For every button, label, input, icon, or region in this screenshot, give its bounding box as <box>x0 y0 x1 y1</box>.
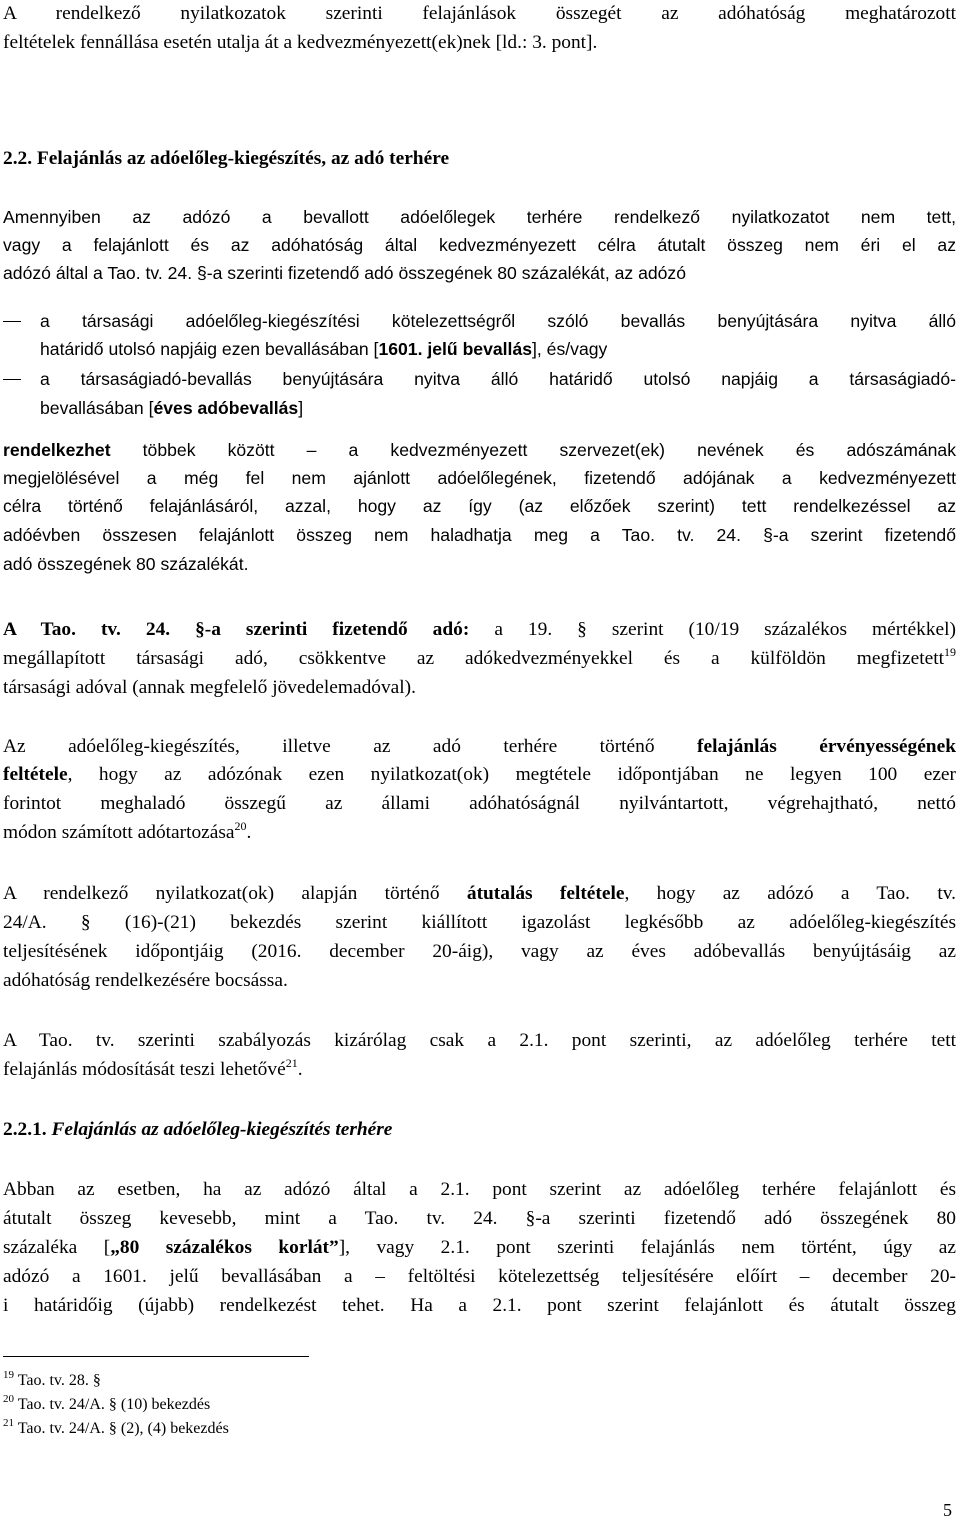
text-run: többek között – a kedvezményezett szervezet(ek) nevének és adószámának <box>142 440 956 460</box>
text-run: a 19. § szerint (10/19 százalékos mértékkel) <box>494 619 957 640</box>
text-run: megállapított társasági adó, csökkentve az adókedvezményekkel és a külföldön megfizetett <box>3 648 944 669</box>
footnote <box>3 1370 101 1392</box>
bold-text: A Tao. tv. 24. §-a szerinti fizetendő adó: <box>3 619 470 640</box>
paragraph-line <box>3 734 956 760</box>
footnote-text: Tao. tv. 28. § <box>17 1372 101 1389</box>
paragraph-line: adó összegének 80 százalékát. <box>3 554 249 574</box>
paragraph-line: teljesítésének időpontjáig (2016. december 20-áig), vagy az éves adóbevallás benyújtásáig az <box>3 941 956 962</box>
bold-text: éves adóbevallás <box>153 398 299 418</box>
bold-text: feltétele <box>3 764 68 785</box>
footnote <box>3 1394 210 1416</box>
paragraph-line: adóévben összesen felajánlott összeg nem haladhatja meg a Tao. tv. 24. §-a szerint fizetendő <box>3 525 956 545</box>
paragraph-line: i határidőig (újabb) rendelkezést tehet. Ha a 2.1. pont szerint felajánlott és átutalt összeg <box>3 1295 956 1316</box>
paragraph-line: Abban az esetben, ha az adózó által a 2.1. pont szerint az adóelőleg terhére felajánlott és <box>3 1179 956 1200</box>
page-number: 5 <box>943 1500 952 1520</box>
text-run: módon számított adótartozása <box>3 822 235 843</box>
paragraph-line <box>3 646 956 672</box>
bold-text: 1601. jelű bevallás <box>378 339 533 359</box>
list-dash <box>3 379 21 380</box>
list-item-line <box>40 395 956 421</box>
footnote-separator <box>3 1356 309 1357</box>
paragraph-line: A rendelkező nyilatkozatok szerinti felajánlások összegét az adóhatóság meghatározott <box>3 3 956 24</box>
text-run: . <box>297 1059 303 1080</box>
paragraph-line: A Tao. tv. szerinti szabályozás kizárólag csak a 2.1. pont szerinti, az adóelőleg terhére tett <box>3 1030 956 1051</box>
section-heading-text: 2.2. Felajánlás az adóelőleg-kiegészítés, az adó terhére <box>3 148 450 169</box>
footnote <box>3 1418 229 1440</box>
text-run: százaléka [ <box>3 1237 111 1258</box>
list-dash <box>3 321 21 322</box>
footnote-text: Tao. tv. 24/A. § (10) bekezdés <box>17 1396 211 1413</box>
text-run: ], és/vagy <box>532 339 608 359</box>
paragraph-line <box>3 820 956 846</box>
paragraph-line <box>3 1057 956 1083</box>
footnote-ref[interactable]: 20 <box>234 819 247 833</box>
paragraph-line <box>3 437 956 463</box>
bold-text: rendelkezhet <box>3 440 111 460</box>
paragraph-line: célra történő felajánlásáról, azzal, hogy az így (az előzőek szerint) tett rendelkezéssel az <box>3 496 956 516</box>
text-run: , hogy az adózónak ezen nyilatkozat(ok) megtétele időpontjában ne legyen 100 ezer <box>67 764 956 785</box>
footnote-ref[interactable]: 19 <box>944 645 956 659</box>
paragraph-line: vagy a felajánlott és az adóhatóság által kedvezményezett célra átutalt összeg nem éri el az <box>3 235 956 255</box>
text-run: A rendelkező nyilatkozat(ok) alapján történő <box>3 883 440 904</box>
text-run: Az adóelőleg-kiegészítés, illetve az adó terhére történő <box>3 736 655 757</box>
paragraph-line: megjelölésével a még fel nem ajánlott adóelőlegének, fizetendő adójának a kedvezményezett <box>3 468 956 488</box>
paragraph-line: feltételek fennállása esetén utalja át a kedvezményezett(ek)nek [ld.: 3. pont]. <box>3 32 598 53</box>
paragraph-line: adózó a 1601. jelű bevallásában a – feltöltési kötelezettség teljesítésére előírt – december 20- <box>3 1266 956 1287</box>
paragraph-line: adózó által a Tao. tv. 24. §-a szerinti fizetendő adó összegének 80 százalékát, az adózó <box>3 263 687 283</box>
paragraph-line: átutalt összeg kevesebb, mint a Tao. tv. 24. §-a szerinti fizetendő adó összegének 80 <box>3 1208 956 1229</box>
text-run: bevallásában [ <box>40 398 154 418</box>
list-item-line: a társasági adóelőleg-kiegészítési kötelezettségről szóló bevallás benyújtására nyitva álló <box>40 311 956 331</box>
paragraph-line <box>3 617 956 643</box>
section-heading <box>3 146 956 172</box>
paragraph-line <box>3 881 956 907</box>
list-item-line: a társaságiadó-bevallás benyújtására nyitva álló határidő utolsó napjáig a társaságiadó- <box>40 369 956 389</box>
bold-text: felajánlás érvényességének <box>697 736 956 757</box>
text-run: , hogy az adózó a Tao. tv. <box>624 883 956 904</box>
bold-text: „80 százalékos korlát” <box>110 1237 339 1258</box>
text-run: felajánlás módosítását teszi lehetővé <box>3 1059 286 1080</box>
subsection-number: 2.2.1. <box>3 1119 47 1140</box>
text-run: ] <box>298 398 304 418</box>
subsection-heading <box>3 1117 956 1143</box>
list-item-line <box>40 336 956 362</box>
footnote-number: 19 <box>3 1369 14 1381</box>
footnote-ref[interactable]: 21 <box>285 1056 298 1070</box>
subsection-title: Felajánlás az adóelőleg-kiegészítés terhére <box>51 1119 393 1140</box>
paragraph-line: adóhatóság rendelkezésére bocsássa. <box>3 970 288 991</box>
footnote-number: 21 <box>3 1417 14 1429</box>
bold-text: átutalás feltétele <box>466 883 625 904</box>
text-run: . <box>246 822 252 843</box>
paragraph-line: társasági adóval (annak megfelelő jövedelemadóval). <box>3 677 416 698</box>
paragraph-line <box>3 1235 956 1261</box>
footnote-number: 20 <box>3 1393 14 1405</box>
text-run: ], vagy 2.1. pont szerinti felajánlás nem történt, úgy az <box>338 1237 956 1258</box>
paragraph-line: Amennyiben az adózó a bevallott adóelőlegek terhére rendelkező nyilatkozatot nem tett, <box>3 207 956 227</box>
paragraph-line <box>3 762 956 788</box>
text-run: határidő utolsó napjáig ezen bevallásában [ <box>40 339 379 359</box>
paragraph-line: forintot meghaladó összegű az állami adóhatóságnál nyilvántartott, végrehajtható, nettó <box>3 793 956 814</box>
paragraph-line: 24/A. § (16)-(21) bekezdés szerint kiállított igazolást legkésőbb az adóelőleg-kiegészítés <box>3 912 956 933</box>
footnote-text: Tao. tv. 24/A. § (2), (4) bekezdés <box>17 1420 229 1437</box>
